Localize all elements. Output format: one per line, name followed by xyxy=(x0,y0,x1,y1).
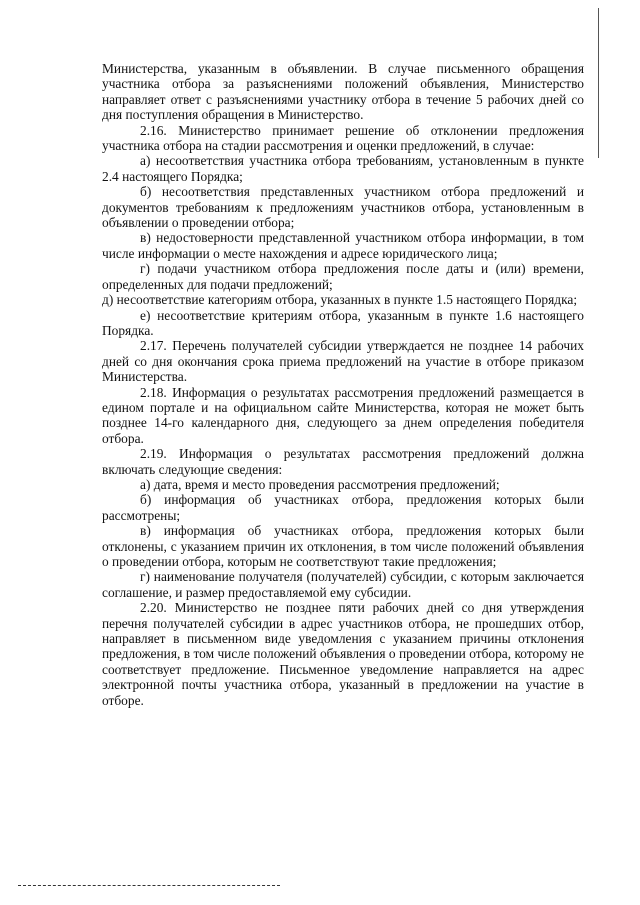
document-body xyxy=(102,61,584,708)
list-item-2-16-v: в) недостоверности представленной участником отбора информации, в том числе информации о месте нахождения и адресе юридического лица; xyxy=(102,230,584,261)
list-item-2-19-b: б) информация об участниках отбора, предложения которых были рассмотрены; xyxy=(102,492,584,523)
list-item-2-19-a: а) дата, время и место проведения рассмотрения предложений; xyxy=(140,476,500,492)
list-item-2-19-g: г) наименование получателя (получателей) субсидии, с которым заключается соглашение, и размер предоставляемой ему субсидии. xyxy=(102,569,584,600)
paragraph-2-16: 2.16. Министерство принимает решение об отклонении предложения участника отбора на стадии рассмотрения и оценки предложений, в случае: xyxy=(102,122,584,154)
list-item-2-19-v: в) информация об участниках отбора, предложения которых были отклонены, с указанием причин их отклонения, в том числе положений объявления о проведении отбора, которым не соответствуют такие предложения; xyxy=(102,523,584,569)
paragraph-2-17: 2.17. Перечень получателей субсидии утверждается не позднее 14 рабочих дней со дня окончания срока приема предложений на участие в отборе приказом Министерства. xyxy=(102,338,584,385)
footer-rule xyxy=(18,885,280,886)
list-item-2-16-g: г) подачи участником отбора предложения после даты и (или) времени, определенных для подачи предложений; xyxy=(102,261,584,292)
list-item-2-16-b: б) несоответствия представленных участником отбора предложений и документов требованиям к предложениям участников отбора, установленным в объявлении о проведении отбора; xyxy=(102,184,584,231)
paragraph-2-19: 2.19. Информация о результатах рассмотрения предложений должна включать следующие сведения: xyxy=(102,446,584,477)
list-item-2-16-a: а) несоответствия участника отбора требованиям, установленным в пункте 2.4 настоящего Порядка; xyxy=(102,153,584,184)
list-item-2-16-e: е) несоответствие критериям отбора, указанным в пункте 1.6 настоящего Порядка. xyxy=(102,307,584,338)
list-item-2-16-d: д) несоответствие категориям отбора, указанных в пункте 1.5 настоящего Порядка; xyxy=(102,292,578,308)
scan-edge-line xyxy=(598,8,599,158)
paragraph-2-18: 2.18. Информация о результатах рассмотрения предложений размещается в едином портале и на официальном сайте Министерства, которая не может быть позднее 14-го календарного дня, следующего за днем определения победителя отбора. xyxy=(102,384,584,446)
paragraph-continuation: Министерства, указанным в объявлении. В случае письменного обращения участника отбора за разъяснениями положений объявления, Министерство направляет ответ с разъяснениями участнику отбора в течение 5 рабочих дней со дня поступления обращения в Министерство. xyxy=(102,61,584,123)
paragraph-2-20: 2.20. Министерство не позднее пяти рабочих дней со дня утверждения перечня получателей субсидии в адрес участников отбора, не прошедших отбор, направляет в письменном виде уведомления с указанием причины отклонения предложения, в том числе положений объявления о проведении отбора, которому не соответствует предложение. Письменное уведомление направляется на адрес электронной почты участника отбора, указанный в предложении на участие в отборе. xyxy=(102,600,584,708)
